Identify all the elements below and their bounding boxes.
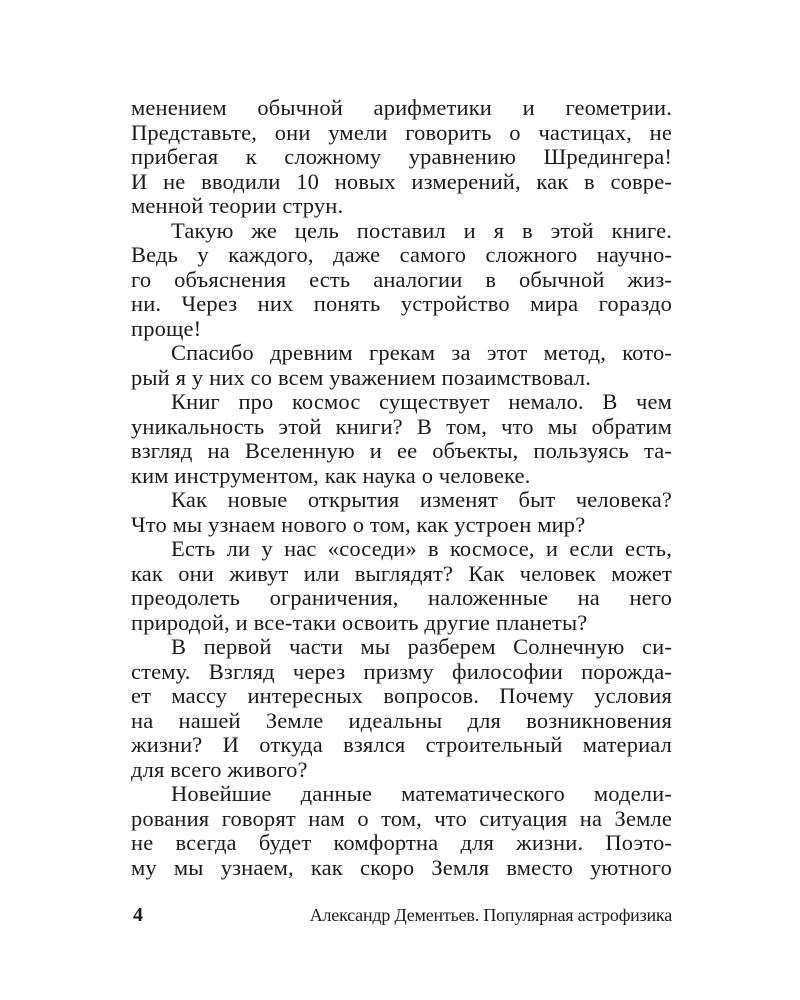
text-line: му мы узнаем, как скоро Земля вместо уютного [131, 854, 672, 880]
text-line: ким инструментом, как наука о человеке. [131, 462, 531, 488]
text-line: стему. Взгляд через призму философии порожда- [131, 658, 672, 684]
text-line: Представьте, они умели говорить о частицах, не [131, 119, 672, 145]
text-line: проще! [131, 315, 202, 341]
text-line: Ведь у каждого, даже самого сложного научно- [131, 242, 672, 267]
paragraph-start-line: Такую же цель поставил и я в этой книге. [171, 217, 672, 243]
text-line: И не вводили 10 новых измерений, как в совре- [131, 168, 672, 194]
page-footer [131, 902, 672, 928]
text-line: жизни? И откуда взялся строительный материал [131, 732, 672, 757]
page-text-block [131, 96, 672, 880]
text-line: менением обычной арифметики и геометрии. [131, 95, 672, 120]
text-line: прибегая к сложному уравнению Шредингера! [131, 144, 672, 169]
running-title: Александр Дементьев. Популярная астрофизика [309, 905, 672, 925]
paragraph-start-line: Спасибо древним грекам за этот метод, кото- [171, 340, 672, 365]
paragraph-start-line: Как новые открытия изменят быт человека? [171, 487, 672, 512]
text-line: как они живут или выглядят? Как человек может [131, 560, 672, 586]
text-line: на нашей Земле идеальны для возникновения [131, 707, 672, 733]
text-line: ет массу интересных вопросов. Почему условия [131, 683, 672, 708]
text-line: уникальность этой книги? В том, что мы обратим [131, 413, 672, 439]
text-line: природой, и все-таки освоить другие планеты? [131, 609, 588, 635]
paragraph-start-line: В первой части мы разберем Солнечную си- [171, 634, 672, 659]
paragraph-start-line: Книг про космос существует немало. В чем [171, 389, 672, 414]
text-line: не всегда будет комфортна для жизни. Поэто- [131, 830, 672, 855]
page-number: 4 [133, 904, 143, 926]
text-line: рования говорят нам о том, что ситуация на Земле [131, 805, 672, 831]
paragraph-start-line: Новейшие данные математического модели- [171, 781, 672, 806]
text-line: Что мы узнаем нового о том, как устроен мир? [131, 511, 586, 537]
text-line: го объяснения есть аналогии в обычной жиз- [131, 266, 672, 292]
text-line: ни. Через них понять устройство мира гораздо [131, 291, 672, 316]
paragraph-start-line: Есть ли у нас «соседи» в космосе, и если есть, [171, 536, 672, 561]
text-line: рый я у них со всем уважением позаимствовал. [131, 364, 591, 390]
text-line: взгляд на Вселенную и ее объекты, пользуясь та- [131, 438, 672, 463]
text-line: менной теории струн. [131, 193, 344, 218]
text-line: преодолеть ограничения, наложенные на него [131, 585, 672, 610]
text-line: для всего живого? [131, 756, 308, 782]
